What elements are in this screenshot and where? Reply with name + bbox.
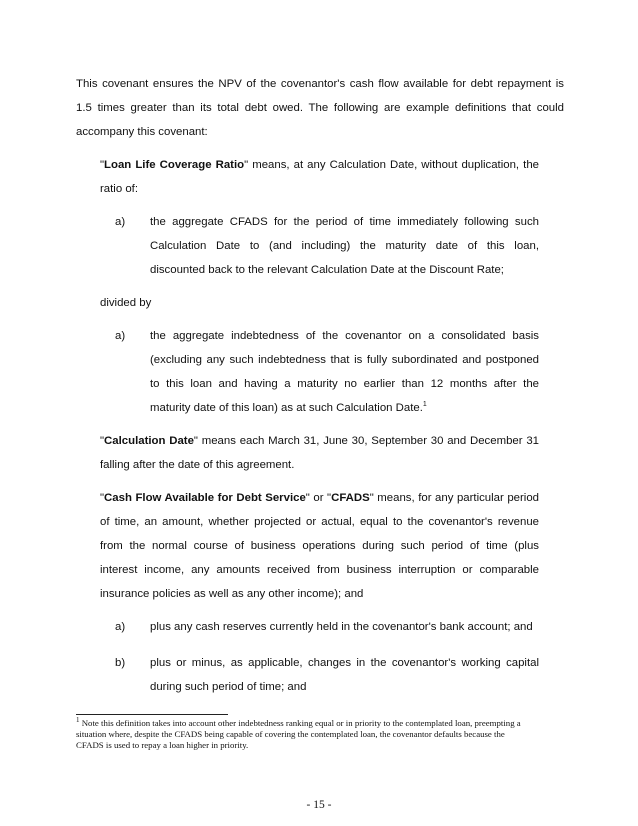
calc-date-term: Calculation Date <box>104 435 194 447</box>
footnote-number: 1 <box>76 716 80 725</box>
llcr-item-b-line-1: the aggregate indebtedness of the covenantor on a consolidated basis <box>150 330 539 342</box>
llcr-definition-line-1: "Loan Life Coverage Ratio" means, at any Calculation Date, without duplication, the <box>100 159 539 171</box>
cfads-line-5: insurance policies as well as any other income); and <box>100 588 364 600</box>
cfads-line-4: interest income, any amounts received from business interruption or comparable <box>100 564 539 576</box>
cfads-line-1: "Cash Flow Available for Debt Service" or "CFADS" means, for any particular period <box>100 492 539 504</box>
llcr-definition-line-2: ratio of: <box>100 183 138 195</box>
cfads-item-b-marker: b) <box>115 657 126 669</box>
page-number: - 15 - <box>306 799 332 811</box>
footnote-separator <box>76 714 228 715</box>
cfads-item-a-line-1: plus any cash reserves currently held in the covenantor's bank account; and <box>150 621 533 633</box>
cfads-term: Cash Flow Available for Debt Service <box>104 492 306 504</box>
llcr-term: Loan Life Coverage Ratio <box>104 159 245 171</box>
cfads-item-a-marker: a) <box>115 621 126 633</box>
intro-line-1: This covenant ensures the NPV of the covenantor's cash flow available for debt repayment is <box>76 78 564 90</box>
cfads-abbrev-term: CFADS <box>331 492 370 504</box>
cfads-line-2: of time, an amount, whether projected or actual, equal to the covenantor's revenue <box>100 516 539 528</box>
intro-line-2: 1.5 times greater than its total debt owed. The following are example definitions that could <box>76 102 564 114</box>
footnote-reference[interactable]: 1 <box>422 401 427 409</box>
llcr-item-b-line-2: (excluding any such indebtedness that is fully subordinated and postponed <box>150 354 539 366</box>
footnote-line-2: situation where, despite the CFADS being capable of covering the contemplated loan, the covenantor defaults because the <box>76 729 505 739</box>
footnote-line-3: CFADS is used to repay a loan higher in priority. <box>76 740 249 750</box>
llcr-item-a-line-1: the aggregate CFADS for the period of time immediately following such <box>150 216 539 228</box>
calc-date-line-1: "Calculation Date" means each March 31, June 30, September 30 and December 31 <box>100 435 539 447</box>
cfads-item-b-line-2: during such period of time; and <box>150 681 307 693</box>
cfads-item-b-line-1: plus or minus, as applicable, changes in the covenantor's working capital <box>150 657 539 669</box>
calc-date-line-2: falling after the date of this agreement. <box>100 459 295 471</box>
footnote-line-1: $^1$ Note this definition takes into account other indebtedness ranking equal or in priority to the contemplated loan, preempting a <box>76 716 521 728</box>
divided-by-text: divided by <box>100 297 152 309</box>
llcr-item-a-line-3: discounted back to the relevant Calculation Date at the Discount Rate; <box>150 264 504 276</box>
llcr-item-b-line-3: to this loan and having a maturity no earlier than 12 months after the <box>150 378 539 390</box>
cfads-line-3: from the normal course of business operations during such period of time (plus <box>100 540 539 552</box>
llcr-item-a-line-2: Calculation Date to (and including) the maturity date of this loan, <box>150 240 539 252</box>
llcr-item-b-marker: a) <box>115 330 126 342</box>
llcr-item-b-line-4: maturity date of this loan) as at such Calculation Date.$^1$ <box>150 401 427 414</box>
llcr-item-a-marker: a) <box>115 216 126 228</box>
intro-line-3: accompany this covenant: <box>76 126 208 138</box>
